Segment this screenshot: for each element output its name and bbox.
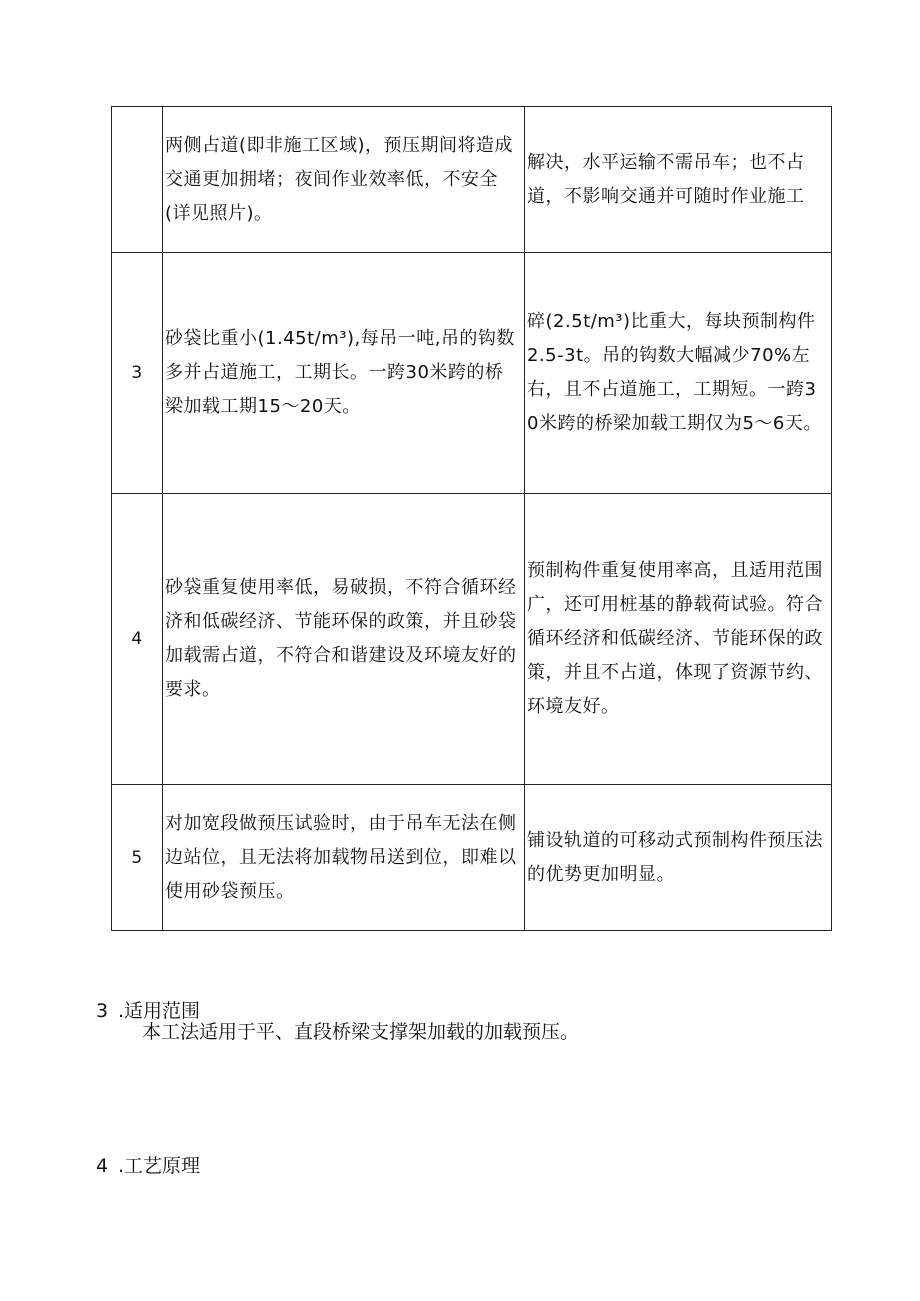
comparison-table xyxy=(111,106,832,931)
section-heading-principle xyxy=(96,1151,200,1178)
sandbag-method-cell: 砂袋比重小(1.45t/m³),每吊一吨,吊的钩数多并占道施工，工期长。一跨30米跨的桥梁加载工期15〜20天。 xyxy=(163,253,525,494)
sandbag-method-cell: 对加宽段做预压试验时，由于吊车无法在侧边站位，且无法将加载物吊送到位，即难以使用砂袋预压。 xyxy=(163,785,525,931)
precast-method-cell: 解决，水平运输不需吊车；也不占道，不影响交通并可随时作业施工 xyxy=(525,107,832,253)
section-number: 3 xyxy=(96,1000,109,1022)
table-row xyxy=(112,253,832,494)
sandbag-method-cell: 两侧占道(即非施工区域)，预压期间将造成交通更加拥堵；夜间作业效率低，不安全(详见照片)。 xyxy=(163,107,525,253)
row-number: 5 xyxy=(112,785,163,931)
precast-method-cell: 碎(2.5t/m³)比重大，每块预制构件2.5-3t。吊的钩数大幅减少70%左右，且不占道施工，工期短。一跨30米跨的桥梁加载工期仅为5〜6天。 xyxy=(525,253,832,494)
row-number: 3 xyxy=(112,253,163,494)
section-title: .适用范围 xyxy=(118,1000,201,1022)
section-title: .工艺原理 xyxy=(118,1155,201,1177)
section-number: 4 xyxy=(96,1155,109,1177)
row-number: 4 xyxy=(112,494,163,785)
scope-paragraph: 本工法适用于平、直段桥梁支撑架加载的加载预压。 xyxy=(142,1021,580,1043)
precast-method-cell: 铺设轨道的可移动式预制构件预压法的优势更加明显。 xyxy=(525,785,832,931)
precast-method-cell: 预制构件重复使用率高，且适用范围广，还可用桩基的静载荷试验。符合循环经济和低碳经济、节能环保的政策，并且不占道，体现了资源节约、环境友好。 xyxy=(525,494,832,785)
table-row xyxy=(112,107,832,253)
row-number xyxy=(112,107,163,253)
table-row xyxy=(112,494,832,785)
table-row xyxy=(112,785,832,931)
sandbag-method-cell: 砂袋重复使用率低，易破损，不符合循环经济和低碳经济、节能环保的政策，并且砂袋加载需占道，不符合和谐建设及环境友好的要求。 xyxy=(163,494,525,785)
